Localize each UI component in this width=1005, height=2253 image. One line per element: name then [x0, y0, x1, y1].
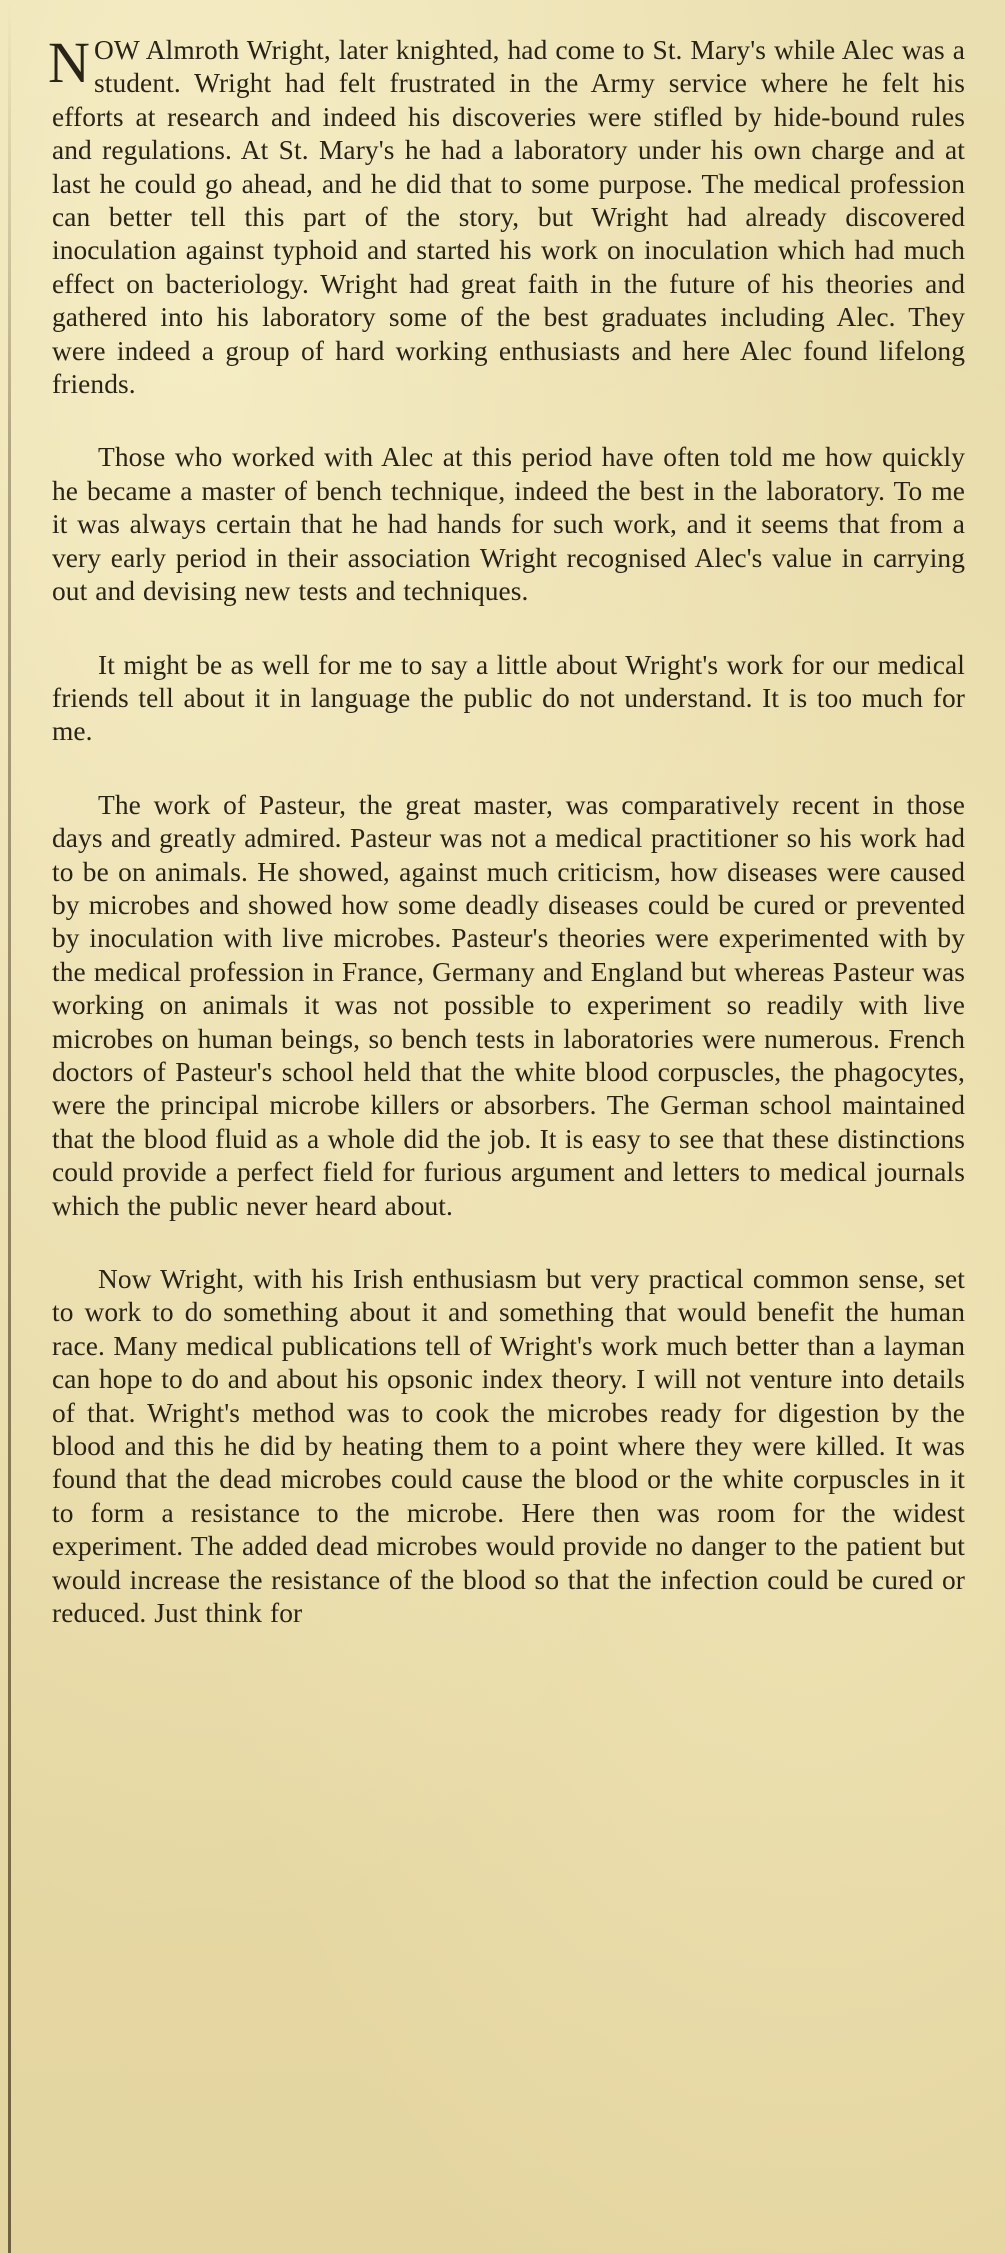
paragraph-1 — [48, 30, 965, 401]
paragraph-5: Now Wright, with his Irish enthusiasm but very practical common sense, set to work to do something about it and something that would benefit the human race. Many medical publications tell of Wright's work much better than a layman can hope to do and about his opsonic index theory. I will not venture into details of that. Wright's method was to cook the microbes ready for digestion by the blood and this he did by heating them to a point where they were killed. It was found that the dead microbes could cause the blood or the white corpuscles in it to form a resistance to the microbe. Here then was room for the widest experiment. The added dead microbes would provide no danger to the patient but would increase the resistance of the blood so that the infection could be cured or reduced. Just think for — [52, 1264, 965, 1629]
paragraph-1-text: OW Almroth Wright, later knighted, had come to St. Mary's while Alec was a student. Wright had felt frustrated in the Army service where he felt his efforts at research and indeed his discoveries were stifled by hide-bound rules and regulations. At St. Mary's he had a laboratory under his own charge and at last he could go ahead, and he did that to some purpose. The medical profession can better tell this part of the story, but Wright had already discovered inoculation against typhoid and started his work on inoculation which had much effect on bacteriology. Wright had great faith in the future of his theories and gathered into his laboratory some of the best graduates including Alec. They were indeed a group of hard working enthusiasts and here Alec found lifelong friends. — [52, 35, 965, 400]
paragraph-4: The work of Pasteur, the great master, was comparatively recent in those days and greatly admired. Pasteur was not a medical practitioner so his work had to be on animals. He showed, against much criticism, how diseases were caused by microbes and showed how some deadly diseases could be cured or prevented by inoculation with live microbes. Pasteur's theories were experimented with by the medical profession in France, Germany and England but whereas Pasteur was working on animals it was not possible to experiment so readily with live microbes on human beings, so bench tests in laboratories were numerous. French doctors of Pasteur's school held that the white blood corpuscles, the phagocytes, were the principal microbe killers or absorbers. The German school maintained that the blood fluid as a whole did the job. It is easy to see that these distinctions could provide a perfect field for furious argument and letters to medical journals which the public never heard about. — [52, 789, 965, 1221]
page-edge-shadow — [8, 0, 11, 2253]
paragraph-2: Those who worked with Alec at this period have often told me how quickly he became a master of bench technique, indeed the best in the laboratory. To me it was always certain that he had hands for such work, and it seems that from a very early period in their association Wright recognised Alec's value in carrying out and devising new tests and techniques. — [52, 442, 965, 607]
drop-cap: N — [48, 30, 90, 95]
paragraph-3: It might be as well for me to say a little about Wright's work for our medical friends tell about it in language the public do not understand. It is too much for me. — [52, 649, 965, 747]
